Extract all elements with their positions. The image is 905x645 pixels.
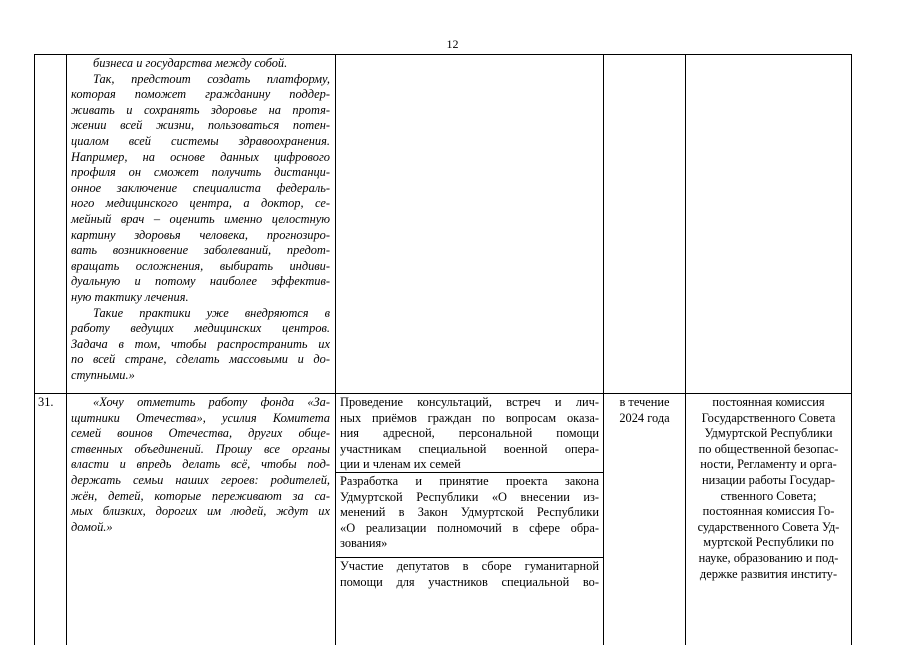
row2-text-line: домой.» xyxy=(71,519,113,534)
responsible-line: муртской Республики по xyxy=(703,535,834,550)
row1-text-line: вать возникновение заболеваний, предот- xyxy=(71,243,330,258)
row2-text-line: «Хочу отметить работу фонда «За- xyxy=(93,395,330,409)
row1-text-line: дуальную и потому наиболее эффектив- xyxy=(71,274,330,289)
row2-text-line: держать семьи наших героев: родителей, xyxy=(71,472,330,487)
row1-quote-text xyxy=(71,56,330,383)
row2-text-line: жён, детей, которые переживают за са- xyxy=(71,488,330,503)
measure-text-line: Разработка и принятие проекта закона xyxy=(340,474,599,488)
row2-quote-text xyxy=(71,395,330,535)
responsible-line: Государственного Совета xyxy=(701,410,836,425)
measure-humanitarian-aid xyxy=(340,559,599,590)
plan-table xyxy=(34,54,852,645)
measure-consultations xyxy=(340,395,599,473)
table-border-left xyxy=(34,55,35,645)
measure-text-line: менений в Закон Удмуртской Республики xyxy=(340,505,599,520)
row1-text-line: профиля он сможет получить дистанци- xyxy=(71,165,330,180)
responsible-line: держке развития институ- xyxy=(699,566,838,581)
row2-text-line: ственных объединений. Прошу все органы xyxy=(71,441,330,456)
measure-separator-2 xyxy=(335,557,603,558)
measure-text-line: Удмуртской Республики «О внесении из- xyxy=(340,489,599,504)
row1-text-line: которая поможет гражданину поддер- xyxy=(71,87,330,102)
row1-text-line: работу ведущих медицинских центров. xyxy=(71,321,330,336)
row1-text-line: бизнеса и государства между собой. xyxy=(93,56,288,70)
row1-text-line: живать и сохранять здоровье на протя- xyxy=(71,102,330,117)
measure-text-line: ных приёмов граждан по вопросам оказа- xyxy=(340,410,599,425)
row2-text-line: власти и впредь делать всё, чтобы под- xyxy=(71,457,330,472)
row1-text-line: жении всей жизни, пользоваться потен- xyxy=(71,118,330,133)
row1-text-line: картину здоровья человека, прогнозиро- xyxy=(71,227,330,242)
page-number: 12 xyxy=(446,37,459,51)
responsible-line: постоянная комиссия xyxy=(712,395,825,409)
responsible-line: Удмуртской Республики xyxy=(704,426,833,441)
row1-text-line: мейный врач – оценить именно целостную xyxy=(71,211,330,226)
responsible-line: ности, Регламенту и орга- xyxy=(700,457,837,472)
deadline-line: 2024 года xyxy=(619,410,670,425)
measure-text-line: помощи для участников специальной во- xyxy=(340,574,599,589)
measure-text-line: ния адресной, персональной помощи xyxy=(340,426,599,441)
measure-text-line: ции и членам их семей xyxy=(340,457,461,472)
row1-text-line: циалом всей системы здравоохранения. xyxy=(71,133,330,148)
row1-text-line: ную тактику лечения. xyxy=(71,289,189,304)
deadline xyxy=(604,395,685,426)
row1-text-line: вращать осложнения, выбирать индиви- xyxy=(71,258,330,273)
table-border-right xyxy=(851,55,852,645)
measure-text-line: зования» xyxy=(340,536,388,551)
row-separator xyxy=(34,393,852,394)
row1-text-line: Так, предстоит создать платформу, xyxy=(93,71,330,86)
measure-text-line: «О реализации полномочий в сфере обра- xyxy=(340,520,599,535)
row1-text-line: по всей стране, сделать массовыми и до- xyxy=(71,352,330,367)
responsible-line: сударственного Совета Уд- xyxy=(697,519,840,534)
responsible-line: низации работы Государ- xyxy=(702,472,835,487)
deadline-line: в течение xyxy=(619,395,670,409)
row2-text-line: щитники Отечества», усилия Комитета xyxy=(71,410,330,425)
column-border-1 xyxy=(66,55,67,645)
row1-text-line: Такие практики уже внедряются в xyxy=(93,305,330,320)
row1-text-line: ного медицинского центра, а доктор, се- xyxy=(71,196,330,211)
measure-law-draft xyxy=(340,474,599,552)
measure-text-line: участникам специальной военной опера- xyxy=(340,441,599,456)
responsible-line: науке, образованию и под- xyxy=(698,550,839,565)
responsible-line: по общественной безопас- xyxy=(698,441,839,456)
row2-number: 31. xyxy=(38,395,54,409)
row1-text-line: Задача в том, чтобы распространить их xyxy=(71,336,330,351)
measure-text-line: Проведение консультаций, встреч и лич- xyxy=(340,395,599,409)
row2-text-line: семей воинов Отечества, других обще- xyxy=(71,426,330,441)
row1-text-line: онное заключение специалиста федераль- xyxy=(71,180,330,195)
responsible-line: постоянная комиссия Го- xyxy=(702,504,835,519)
row1-text-line: Например, на основе данных цифрового xyxy=(71,149,330,164)
column-border-3 xyxy=(603,55,604,645)
responsible-line: ственного Совета; xyxy=(720,488,817,503)
responsible-committees xyxy=(686,395,851,582)
measure-text-line: Участие депутатов в сборе гуманитарной xyxy=(340,559,599,573)
row2-text-line: мых близких, дорогих им людей, ждут их xyxy=(71,504,330,519)
row1-text-line: ступными.» xyxy=(71,367,135,382)
